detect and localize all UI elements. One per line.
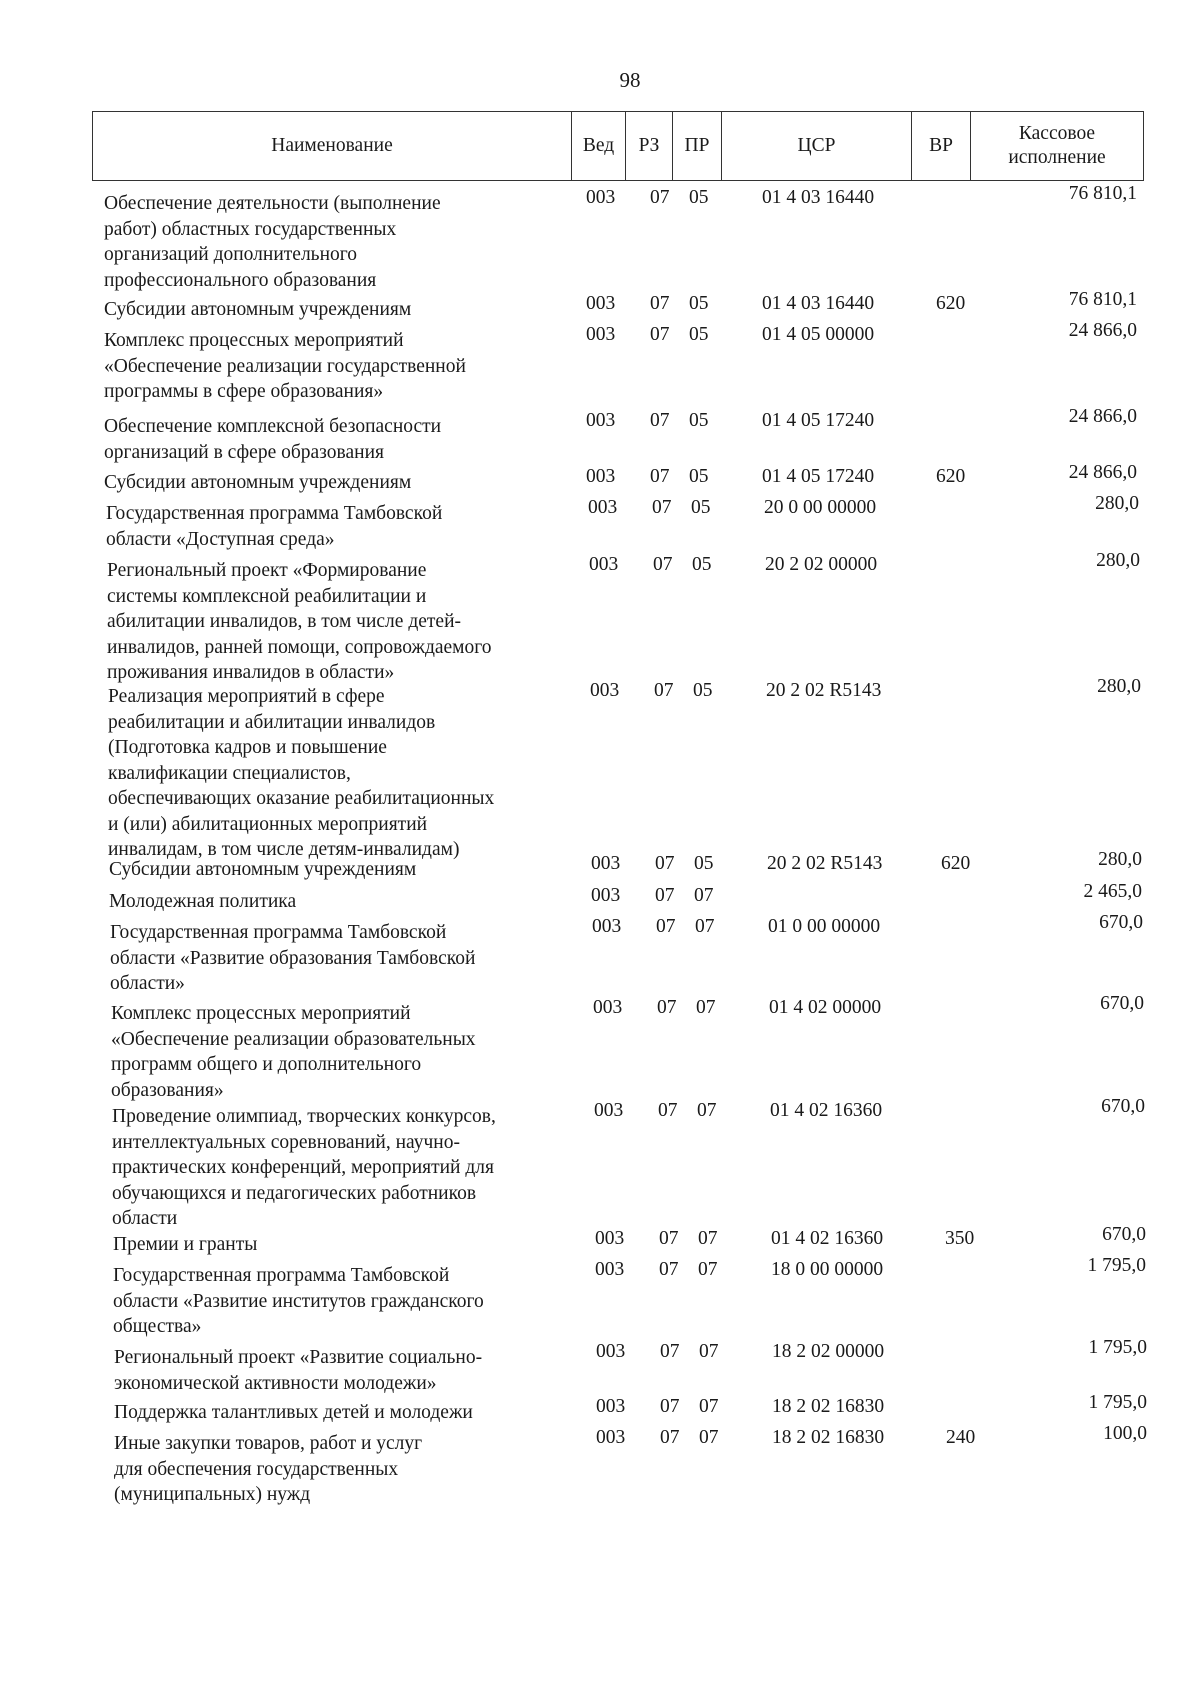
- row-vr: 350: [945, 1228, 975, 1249]
- row-ved: 003: [586, 466, 616, 487]
- row-name: Субсидии автономным учреждениям: [109, 859, 417, 880]
- row-rz: 07: [650, 187, 670, 208]
- header-vr: ВР: [912, 112, 971, 181]
- row-amount: 24 866,0: [1068, 462, 1137, 483]
- row-rz: 07: [660, 1427, 680, 1448]
- row-ved: 003: [591, 853, 621, 874]
- row-pr: 05: [691, 497, 711, 518]
- header-rz: РЗ: [626, 112, 673, 181]
- row-pr: 07: [694, 885, 714, 906]
- row-pr: 07: [698, 1259, 718, 1280]
- row-pr: 07: [696, 997, 716, 1018]
- row-pr: 05: [689, 410, 709, 431]
- row-csr: 18 0 00 00000: [771, 1259, 884, 1280]
- row-amount: 76 810,1: [1068, 183, 1137, 204]
- row-ved: 003: [596, 1427, 626, 1448]
- row-ved: 003: [588, 497, 618, 518]
- row-ved: 003: [595, 1259, 625, 1280]
- header-kassovoe-label: Кассовое исполнение: [1008, 122, 1106, 168]
- header-pr: ПР: [673, 112, 722, 181]
- row-ved: 003: [595, 1228, 625, 1249]
- row-amount: 670,0: [1101, 1096, 1145, 1117]
- row-pr: 07: [699, 1396, 719, 1417]
- row-rz: 07: [650, 410, 670, 431]
- row-csr: 01 4 05 17240: [762, 410, 875, 431]
- row-rz: 07: [660, 1396, 680, 1417]
- row-amount: 24 866,0: [1068, 406, 1137, 427]
- row-name: Молодежная политика: [109, 891, 297, 912]
- row-pr: 05: [693, 680, 713, 701]
- row-pr: 05: [694, 853, 714, 874]
- row-pr: 05: [692, 554, 712, 575]
- row-amount: 670,0: [1099, 912, 1143, 933]
- row-name: Премии и гранты: [113, 1234, 258, 1255]
- row-rz: 07: [659, 1259, 679, 1280]
- page-number: 98: [619, 68, 641, 92]
- header-csr: ЦСР: [722, 112, 912, 181]
- row-pr: 07: [699, 1427, 719, 1448]
- row-name: Субсидии автономным учреждениям: [104, 299, 412, 320]
- row-csr: 01 4 05 00000: [762, 324, 875, 345]
- row-rz: 07: [655, 853, 675, 874]
- row-name: Региональный проект «Формирование системы комплексной реабилитации и абилитации инвалидов, в том числе детей- инвалидов, ранней помощи, сопровождаемого проживания инвалидов в области»: [107, 560, 492, 683]
- row-ved: 003: [589, 554, 619, 575]
- row-ved: 003: [593, 997, 623, 1018]
- row-amount: 670,0: [1100, 993, 1144, 1014]
- row-name: Комплекс процессных мероприятий «Обеспечение реализации государственной программы в сфере образования»: [104, 330, 466, 402]
- row-pr: 05: [689, 187, 709, 208]
- row-pr: 07: [698, 1228, 718, 1249]
- row-pr: 07: [699, 1341, 719, 1362]
- row-pr: 05: [689, 466, 709, 487]
- row-amount: 2 465,0: [1083, 881, 1142, 902]
- row-name: Иные закупки товаров, работ и услуг для обеспечения государственных (муниципальных) нужд: [114, 1433, 423, 1505]
- row-rz: 07: [655, 885, 675, 906]
- row-csr: 01 4 05 17240: [762, 466, 875, 487]
- row-name: Обеспечение деятельности (выполнение работ) областных государственных организаций дополнительного профессионального образования: [104, 193, 441, 291]
- row-name: Государственная программа Тамбовской области «Доступная среда»: [106, 503, 443, 550]
- row-csr: 20 2 02 00000: [765, 554, 878, 575]
- row-rz: 07: [650, 324, 670, 345]
- row-pr: 07: [697, 1100, 717, 1121]
- row-csr: 20 2 02 R5143: [767, 853, 883, 874]
- row-csr: 01 4 02 00000: [769, 997, 882, 1018]
- row-ved: 003: [586, 187, 616, 208]
- row-csr: 01 4 03 16440: [762, 293, 875, 314]
- row-rz: 07: [650, 466, 670, 487]
- row-name: Поддержка талантливых детей и молодежи: [114, 1402, 473, 1423]
- row-rz: 07: [659, 1228, 679, 1249]
- row-amount: 100,0: [1103, 1423, 1147, 1444]
- row-amount: 280,0: [1096, 550, 1140, 571]
- row-ved: 003: [586, 293, 616, 314]
- row-pr: 05: [689, 293, 709, 314]
- row-amount: 670,0: [1102, 1224, 1146, 1245]
- row-csr: 01 0 00 00000: [768, 916, 881, 937]
- row-ved: 003: [596, 1396, 626, 1417]
- row-csr: 20 2 02 R5143: [766, 680, 882, 701]
- row-name: Субсидии автономным учреждениям: [104, 472, 412, 493]
- row-rz: 07: [660, 1341, 680, 1362]
- row-rz: 07: [654, 680, 674, 701]
- row-name: Государственная программа Тамбовской области «Развитие институтов гражданского общества»: [113, 1265, 484, 1337]
- row-amount: 24 866,0: [1068, 320, 1137, 341]
- header-ved: Вед: [572, 112, 626, 181]
- row-ved: 003: [590, 680, 620, 701]
- row-ved: 003: [596, 1341, 626, 1362]
- row-rz: 07: [657, 997, 677, 1018]
- row-pr: 05: [689, 324, 709, 345]
- row-amount: 76 810,1: [1068, 289, 1137, 310]
- row-amount: 280,0: [1098, 849, 1142, 870]
- row-name: Обеспечение комплексной безопасности организаций в сфере образования: [104, 416, 442, 463]
- row-rz: 07: [653, 554, 673, 575]
- row-amount: 280,0: [1095, 493, 1139, 514]
- row-pr: 07: [695, 916, 715, 937]
- row-csr: 01 4 03 16440: [762, 187, 875, 208]
- row-rz: 07: [652, 497, 672, 518]
- row-ved: 003: [586, 410, 616, 431]
- row-csr: 18 2 02 16830: [772, 1396, 885, 1417]
- row-rz: 07: [656, 916, 676, 937]
- row-rz: 07: [650, 293, 670, 314]
- row-name: Реализация мероприятий в сфере реабилитации и абилитации инвалидов (Подготовка кадров и повышение квалификации специалистов, обеспечивающих оказание реабилитационных и (или) абилитационных мероприятий инвалидам, в том числе детям-инвалидам): [108, 686, 495, 860]
- row-vr: 240: [946, 1427, 976, 1448]
- row-amount: 1 795,0: [1088, 1392, 1147, 1413]
- row-ved: 003: [586, 324, 616, 345]
- row-ved: 003: [594, 1100, 624, 1121]
- header-name: Наименование: [93, 112, 572, 181]
- row-name: Комплекс процессных мероприятий «Обеспечение реализации образовательных программ общего и дополнительного образования»: [111, 1003, 476, 1101]
- row-amount: 1 795,0: [1087, 1255, 1146, 1276]
- row-csr: 01 4 02 16360: [770, 1100, 883, 1121]
- row-name: Проведение олимпиад, творческих конкурсов, интеллектуальных соревнований, научно- практических конференций, мероприятий для обучающихся и педагогических работников области: [112, 1106, 496, 1229]
- row-amount: 280,0: [1097, 676, 1141, 697]
- row-csr: 18 2 02 00000: [772, 1341, 885, 1362]
- row-csr: 20 0 00 00000: [764, 497, 877, 518]
- row-name: Государственная программа Тамбовской области «Развитие образования Тамбовской области»: [110, 922, 476, 994]
- row-csr: 18 2 02 16830: [772, 1427, 885, 1448]
- row-csr: 01 4 02 16360: [771, 1228, 884, 1249]
- row-vr: 620: [941, 853, 971, 874]
- row-vr: 620: [936, 466, 966, 487]
- row-rz: 07: [658, 1100, 678, 1121]
- row-ved: 003: [591, 885, 621, 906]
- row-name: Региональный проект «Развитие социально- экономической активности молодежи»: [114, 1347, 483, 1394]
- row-vr: 620: [936, 293, 966, 314]
- row-amount: 1 795,0: [1088, 1337, 1147, 1358]
- row-ved: 003: [592, 916, 622, 937]
